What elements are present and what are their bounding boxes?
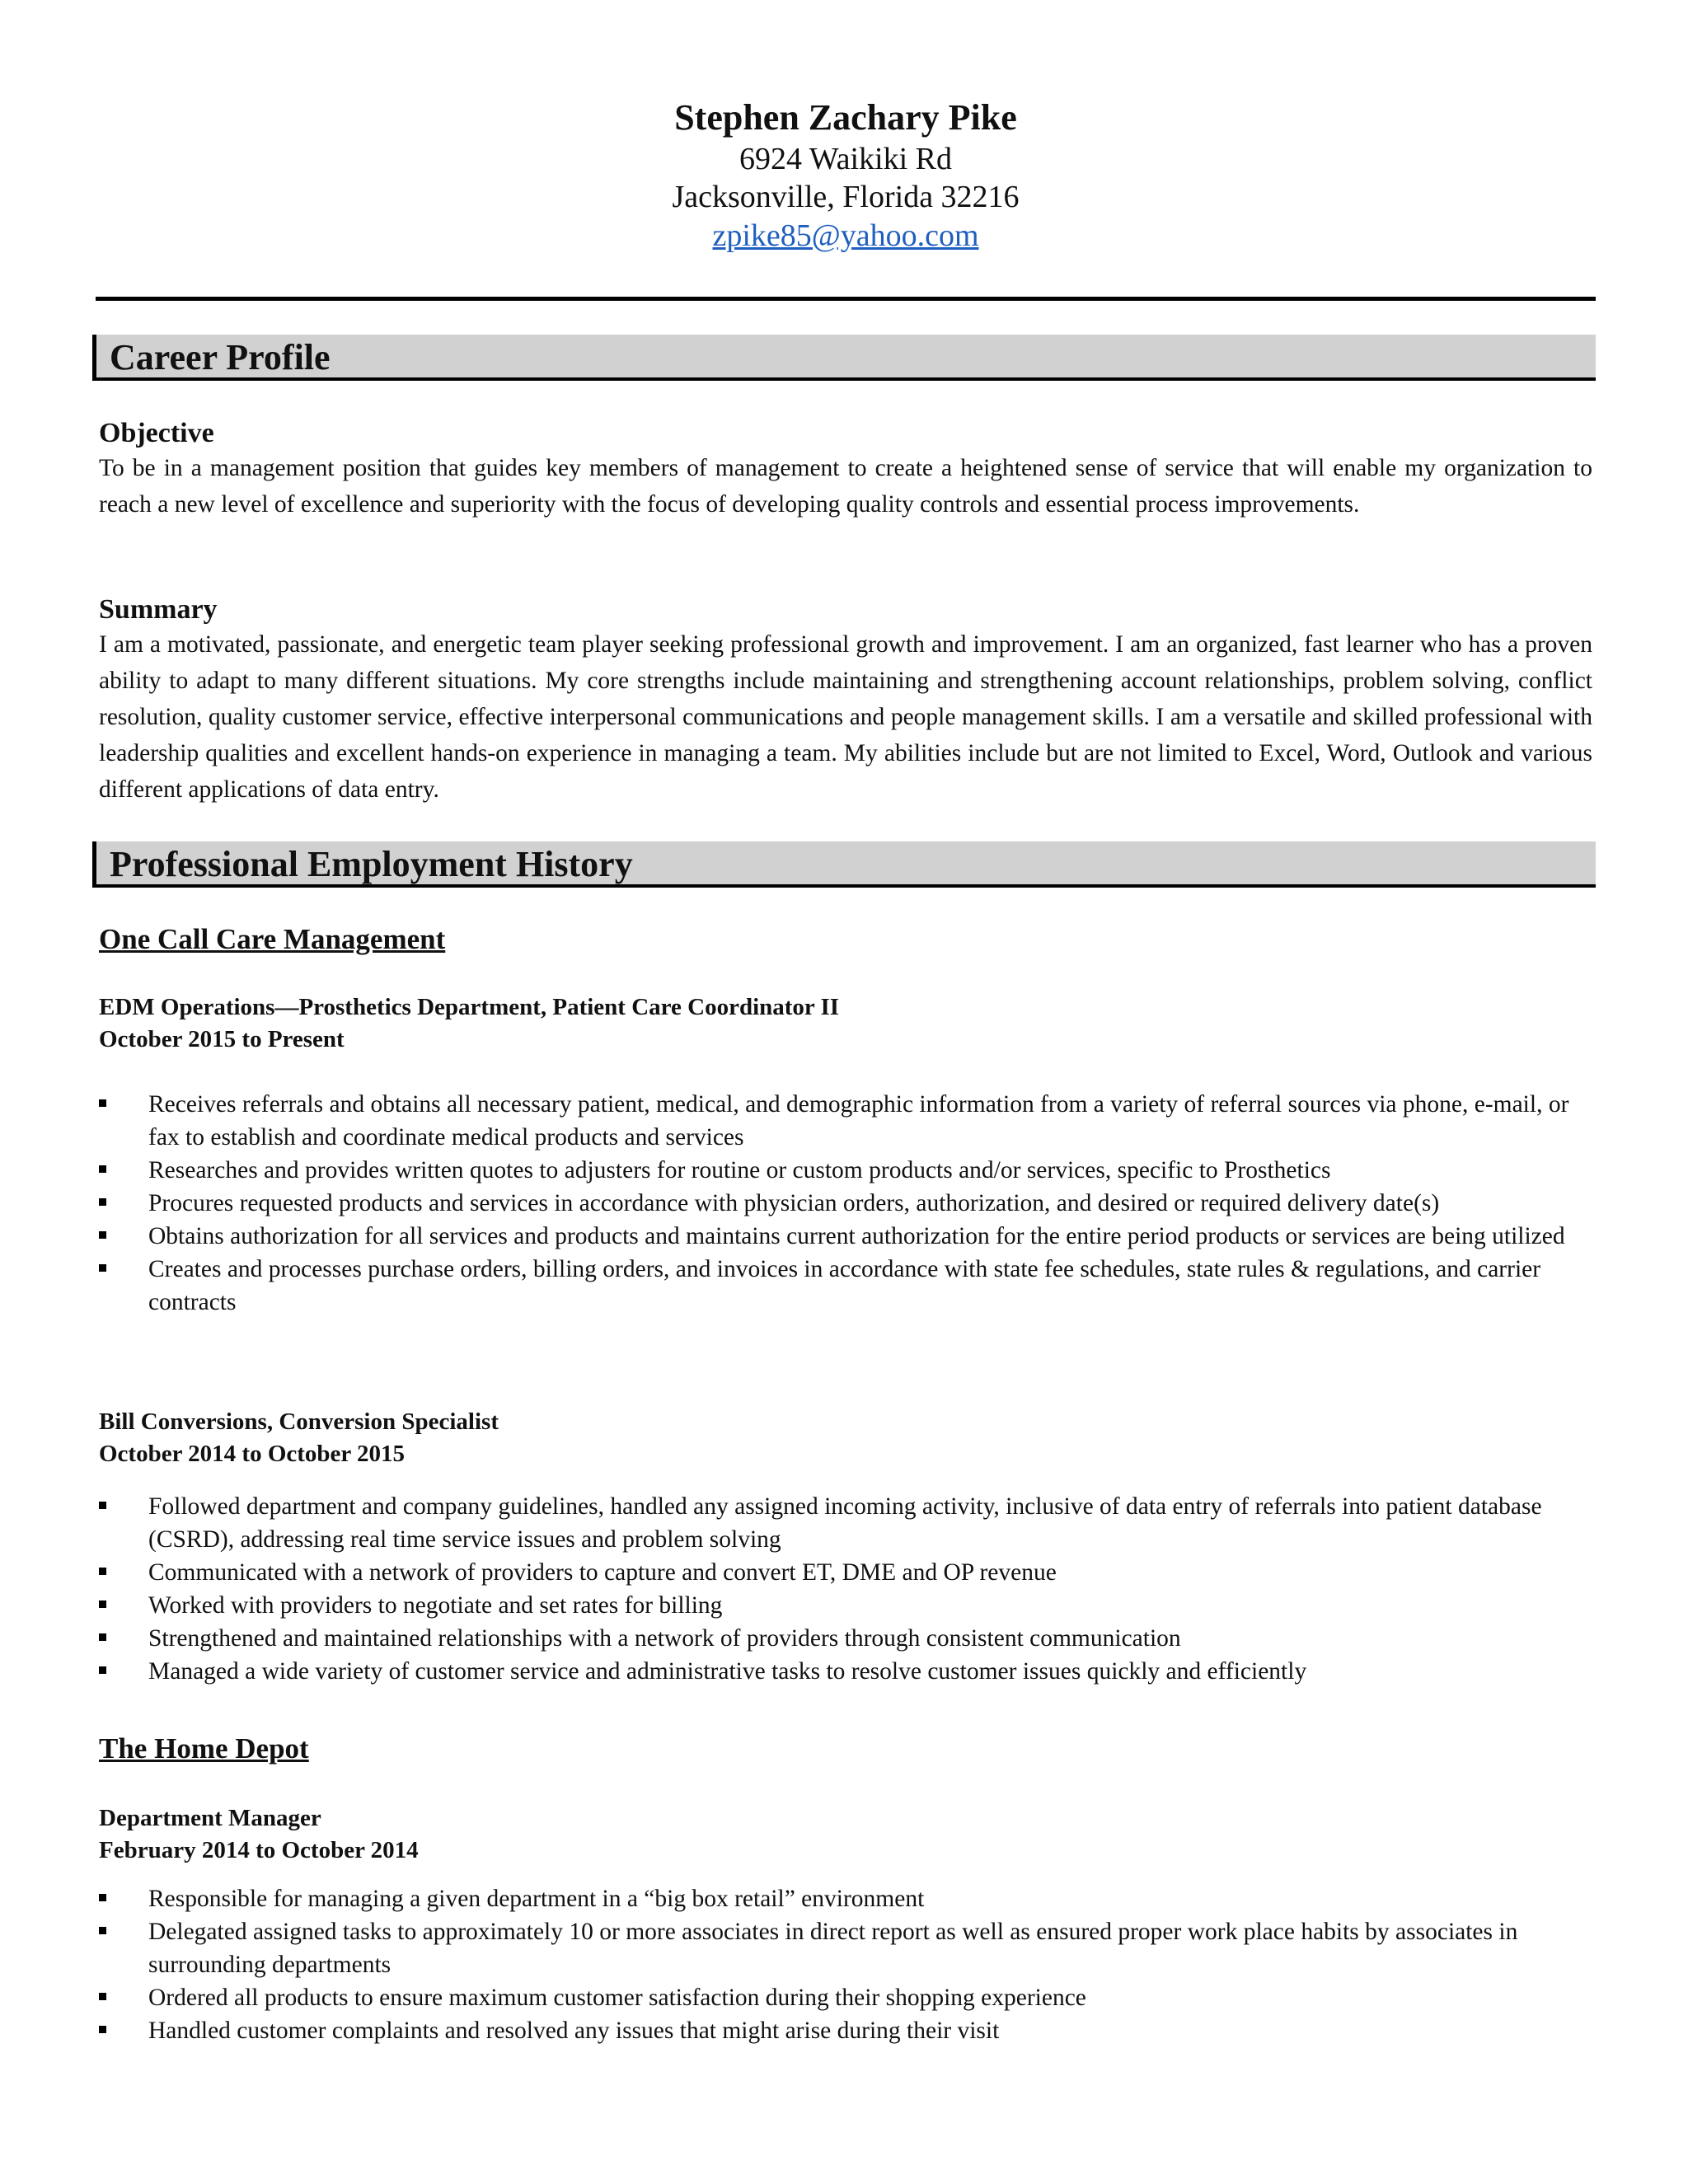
header-divider — [96, 297, 1596, 301]
bullet-square-icon — [99, 1198, 106, 1206]
job-dates: February 2014 to October 2014 — [99, 1837, 419, 1863]
bullet-text: Communicated with a network of providers to capture and convert ET, DME and OP revenue — [148, 1559, 1057, 1586]
one-call-role-1-duties — [99, 1088, 1592, 1319]
objective-section — [99, 417, 1592, 523]
bullet-list — [99, 1490, 1592, 1688]
bullet-text: Obtains authorization for all services and products and maintains current authorization for the entire period products or services are being utilized — [148, 1223, 1565, 1249]
bullet-square-icon — [99, 1502, 106, 1509]
bullet-text: Responsible for managing a given department in a “big box retail” environment — [148, 1886, 925, 1912]
bullet-list — [99, 1088, 1592, 1319]
one-call-role-2-duties — [99, 1490, 1592, 1688]
summary-section — [99, 593, 1592, 808]
list-item — [99, 1915, 1592, 1981]
city-state-zip: Jacksonville, Florida 32216 — [672, 180, 1020, 214]
summary-text: I am a motivated, passionate, and energetic team player seeking professional growth and improvement. I am an organized, fast learner who has a proven ability to adapt to many different situations. My core strengths include maintaining and strengthening account relationships, problem solving, conflict resolution, quality customer service, effective interpersonal communications and people management skills. I am a versatile and skilled professional with leadership qualities and excellent hands-on experience in managing a team. My abilities include but are not limited to Excel, Word, Outlook and various different applications of data entry. — [99, 631, 1592, 803]
one-call-company — [99, 921, 1592, 958]
bullet-text: Strengthened and maintained relationships with a network of providers through consistent communication — [148, 1625, 1181, 1652]
employment-history-heading: Professional Employment History — [110, 844, 633, 884]
career-profile-heading: Career Profile — [110, 337, 331, 377]
bullet-square-icon — [99, 1099, 106, 1107]
list-item — [99, 2014, 1592, 2047]
bullet-text: Procures requested products and services in accordance with physician orders, authorization, and desired or required delivery date(s) — [148, 1190, 1440, 1216]
job-title: Department Manager — [99, 1805, 321, 1831]
bullet-text: Researches and provides written quotes to adjusters for routine or custom products and/or services, specific to Prosthetics — [148, 1157, 1331, 1183]
bullet-text: Delegated assigned tasks to approximately 10 or more associates in direct report as well as ensured proper work place habits by associates in surrounding departments — [148, 1919, 1518, 1978]
bullet-square-icon — [99, 1633, 106, 1641]
street-address: 6924 Waikiki Rd — [738, 142, 953, 176]
job-dates: October 2015 to Present — [99, 1026, 345, 1052]
list-item — [99, 1220, 1592, 1253]
bullet-square-icon — [99, 1165, 106, 1173]
home-depot-role-1-duties — [99, 1882, 1592, 2047]
bullet-square-icon — [99, 1231, 106, 1239]
list-item — [99, 1187, 1592, 1220]
list-item — [99, 1154, 1592, 1187]
bullet-square-icon — [99, 2026, 106, 2033]
one-call-role-1 — [99, 991, 1592, 1056]
resume-page — [96, 0, 1596, 2044]
company-name: The Home Depot — [99, 1732, 309, 1765]
bullet-square-icon — [99, 1993, 106, 2000]
job-title: Bill Conversions, Conversion Specialist — [99, 1408, 499, 1435]
bullet-square-icon — [99, 1568, 106, 1575]
bullet-square-icon — [99, 1894, 106, 1901]
list-item — [99, 1088, 1592, 1154]
bullet-square-icon — [99, 1666, 106, 1674]
job-dates: October 2014 to October 2015 — [99, 1441, 406, 1467]
objective-text: To be in a management position that guides key members of management to create a heightened sense of service that will enable my organization to reach a new level of excellence and superiority with the focus of developing quality controls and essential process improvements. — [99, 455, 1592, 518]
list-item — [99, 1655, 1592, 1688]
list-item — [99, 1589, 1592, 1622]
bullet-text: Worked with providers to negotiate and set rates for billing — [148, 1592, 723, 1619]
applicant-name: Stephen Zachary Pike — [674, 97, 1017, 138]
company-name: One Call Care Management — [99, 923, 446, 955]
one-call-role-2 — [99, 1406, 1592, 1470]
job-title: EDM Operations—Prosthetics Department, Patient Care Coordinator II — [99, 994, 840, 1020]
objective-heading: Objective — [99, 418, 214, 448]
summary-heading: Summary — [99, 594, 218, 625]
list-item — [99, 1882, 1592, 1915]
list-item — [99, 1622, 1592, 1655]
list-item — [99, 1490, 1592, 1556]
home-depot-company — [99, 1731, 1592, 1767]
bullet-square-icon — [99, 1601, 106, 1608]
bullet-square-icon — [99, 1264, 106, 1272]
bullet-text: Creates and processes purchase orders, billing orders, and invoices in accordance with state fee schedules, state rules & regulations, and carrier contracts — [148, 1256, 1541, 1315]
contact-header — [96, 0, 1596, 255]
home-depot-role-1 — [99, 1802, 1592, 1867]
email-link[interactable]: zpike85@yahoo.com — [712, 218, 979, 253]
bullet-text: Receives referrals and obtains all necessary patient, medical, and demographic information from a variety of referral sources via phone, e-mail, or fax to establish and coordinate medical products and services — [148, 1091, 1569, 1151]
list-item — [99, 1253, 1592, 1319]
bullet-text: Ordered all products to ensure maximum customer satisfaction during their shopping experience — [148, 1985, 1086, 2011]
bullet-text: Handled customer complaints and resolved any issues that might arise during their visit — [148, 2018, 1000, 2044]
bullet-square-icon — [99, 1927, 106, 1934]
bullet-text: Managed a wide variety of customer service and administrative tasks to resolve customer issues quickly and efficiently — [148, 1658, 1307, 1685]
career-profile-bar — [92, 335, 1596, 381]
bullet-text: Followed department and company guidelines, handled any assigned incoming activity, inclusive of data entry of referrals into patient database (CSRD), addressing real time service issues and problem solving — [148, 1493, 1542, 1553]
employment-history-bar — [92, 841, 1596, 888]
bullet-list — [99, 1882, 1592, 2047]
list-item — [99, 1981, 1592, 2014]
list-item — [99, 1556, 1592, 1589]
